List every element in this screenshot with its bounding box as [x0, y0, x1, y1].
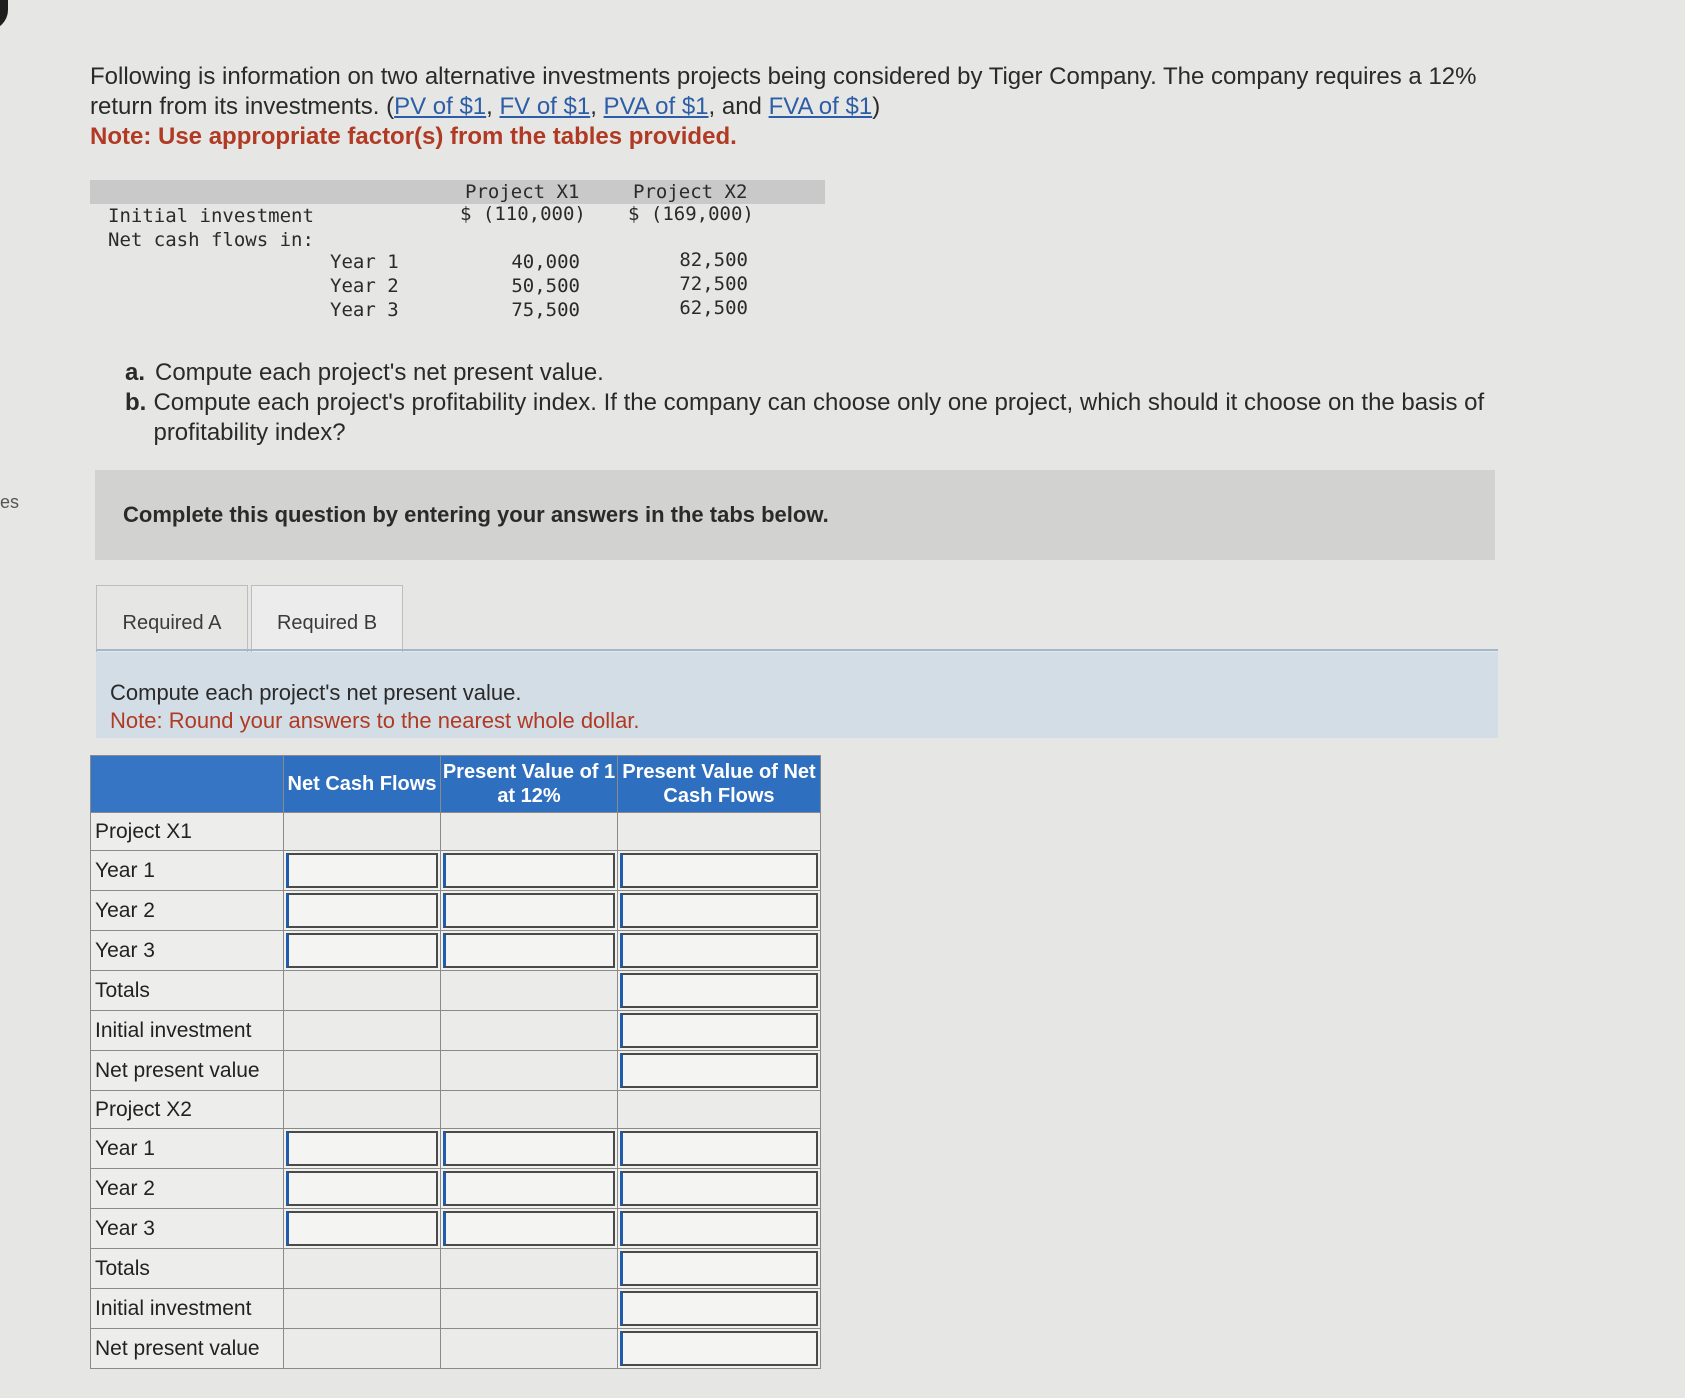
row-label: Totals	[91, 1249, 284, 1289]
table-row	[91, 1329, 821, 1369]
table-row	[91, 971, 821, 1011]
initial-investment-label: Initial investment	[108, 205, 314, 227]
initial-x1: $ (110,000)	[460, 203, 586, 225]
x1-year3-cash-flow-input[interactable]	[286, 933, 438, 968]
intro	[90, 62, 1610, 152]
question-b: b. Compute each project's profitability index. If the company can choose only one project, which should it choose on the basis of profitability index?	[125, 389, 1485, 446]
table-row	[91, 891, 821, 931]
x1-value: 75,500	[511, 299, 580, 321]
row-label: Year 3	[91, 1209, 284, 1249]
row-label: Net present value	[91, 1329, 284, 1369]
x2-year1-pv-input[interactable]	[620, 1131, 818, 1166]
row-label: Year 2	[91, 1169, 284, 1209]
tab-divider	[96, 649, 1498, 651]
header-pv-cash-flows: Present Value of Net Cash Flows	[618, 756, 821, 813]
col-header-x1: Project X1	[465, 181, 580, 203]
row-label: Net present value	[91, 1051, 284, 1091]
intro-note: Note: Use appropriate factor(s) from the tables provided.	[90, 123, 737, 150]
ncf-label: Net cash flows in:	[108, 229, 314, 251]
row-label: Year 1	[91, 1129, 284, 1169]
required-a-text: Compute each project's net present value.	[110, 680, 522, 705]
x2-year3-cash-flow-input[interactable]	[286, 1211, 438, 1246]
intro-line1: Following is information on two alternative investments projects being considered by Tiger Company. The company requires a 12%	[90, 63, 1477, 90]
x2-initial-investment-input[interactable]	[620, 1291, 818, 1326]
row-label: Project X2	[91, 1091, 284, 1129]
row-label: Initial investment	[91, 1011, 284, 1051]
col-header-x2: Project X2	[633, 181, 748, 203]
fv-link[interactable]: FV of $1	[499, 93, 591, 120]
fva-link[interactable]: FVA of $1	[768, 93, 873, 120]
table-row	[91, 1051, 821, 1091]
row-label: Year 2	[91, 891, 284, 931]
x1-value: 50,500	[511, 275, 580, 297]
x2-totals-input[interactable]	[620, 1251, 818, 1286]
edge-tab	[0, 0, 8, 30]
table-row	[91, 1129, 821, 1169]
table-row	[91, 1249, 821, 1289]
table-row	[91, 851, 821, 891]
table-row	[91, 1091, 821, 1129]
x1-year2-cash-flow-input[interactable]	[286, 893, 438, 928]
x2-year1-pv-factor-input[interactable]	[443, 1131, 615, 1166]
header-pv-factor: Present Value of 1 at 12%	[441, 756, 618, 813]
x2-value: 82,500	[679, 249, 748, 271]
x2-year1-cash-flow-input[interactable]	[286, 1131, 438, 1166]
table-row	[91, 1011, 821, 1051]
question-a: a. Compute each project's net present value.	[125, 359, 604, 386]
required-a-note: Note: Round your answers to the nearest whole dollar.	[110, 708, 640, 733]
x2-year3-pv-input[interactable]	[620, 1211, 818, 1246]
row-label: Initial investment	[91, 1289, 284, 1329]
x2-value: 72,500	[679, 273, 748, 295]
instruction-banner: Complete this question by entering your answers in the tabs below.	[95, 470, 1495, 560]
row-label: Totals	[91, 971, 284, 1011]
initial-x2: $ (169,000)	[628, 203, 754, 225]
x2-value: 62,500	[679, 297, 748, 319]
x2-year2-pv-factor-input[interactable]	[443, 1171, 615, 1206]
row-label: Project X1	[91, 813, 284, 851]
table-row	[91, 931, 821, 971]
x1-initial-investment-input[interactable]	[620, 1013, 818, 1048]
header-net-cash-flows: Net Cash Flows	[284, 756, 441, 813]
x2-year2-cash-flow-input[interactable]	[286, 1171, 438, 1206]
x1-year1-pv-input[interactable]	[620, 853, 818, 888]
x2-npv-input[interactable]	[620, 1331, 818, 1366]
x1-value: 40,000	[511, 251, 580, 273]
answer-header-row	[91, 756, 821, 813]
table-row	[91, 1169, 821, 1209]
x1-totals-input[interactable]	[620, 973, 818, 1008]
x1-year1-pv-factor-input[interactable]	[443, 853, 615, 888]
x2-year3-pv-factor-input[interactable]	[443, 1211, 615, 1246]
x1-year2-pv-input[interactable]	[620, 893, 818, 928]
tab-required-a[interactable]: Required A	[96, 585, 248, 661]
npv-answer-table	[90, 755, 821, 1369]
pv-link[interactable]: PV of $1	[394, 93, 487, 120]
x2-year2-pv-input[interactable]	[620, 1171, 818, 1206]
year-label: Year 2	[330, 275, 399, 297]
table-row	[91, 1209, 821, 1249]
table-row	[91, 1289, 821, 1329]
side-note: es	[0, 492, 20, 512]
row-label: Year 3	[91, 931, 284, 971]
intro-line2: return from its investments. (PV of $1, FV of $1, PVA of $1, and FVA of $1)	[90, 93, 881, 120]
x1-year2-pv-factor-input[interactable]	[443, 893, 615, 928]
year-label: Year 1	[330, 251, 399, 273]
x1-npv-input[interactable]	[620, 1053, 818, 1088]
x1-year3-pv-factor-input[interactable]	[443, 933, 615, 968]
x1-year3-pv-input[interactable]	[620, 933, 818, 968]
table-row	[91, 813, 821, 851]
header-blank	[91, 756, 284, 813]
year-label: Year 3	[330, 299, 399, 321]
row-label: Year 1	[91, 851, 284, 891]
pva-link[interactable]: PVA of $1	[603, 93, 709, 120]
x1-year1-cash-flow-input[interactable]	[286, 853, 438, 888]
questions	[125, 358, 1605, 448]
tab-required-b[interactable]: Required B	[251, 585, 403, 662]
required-a-instructions	[96, 652, 1498, 738]
